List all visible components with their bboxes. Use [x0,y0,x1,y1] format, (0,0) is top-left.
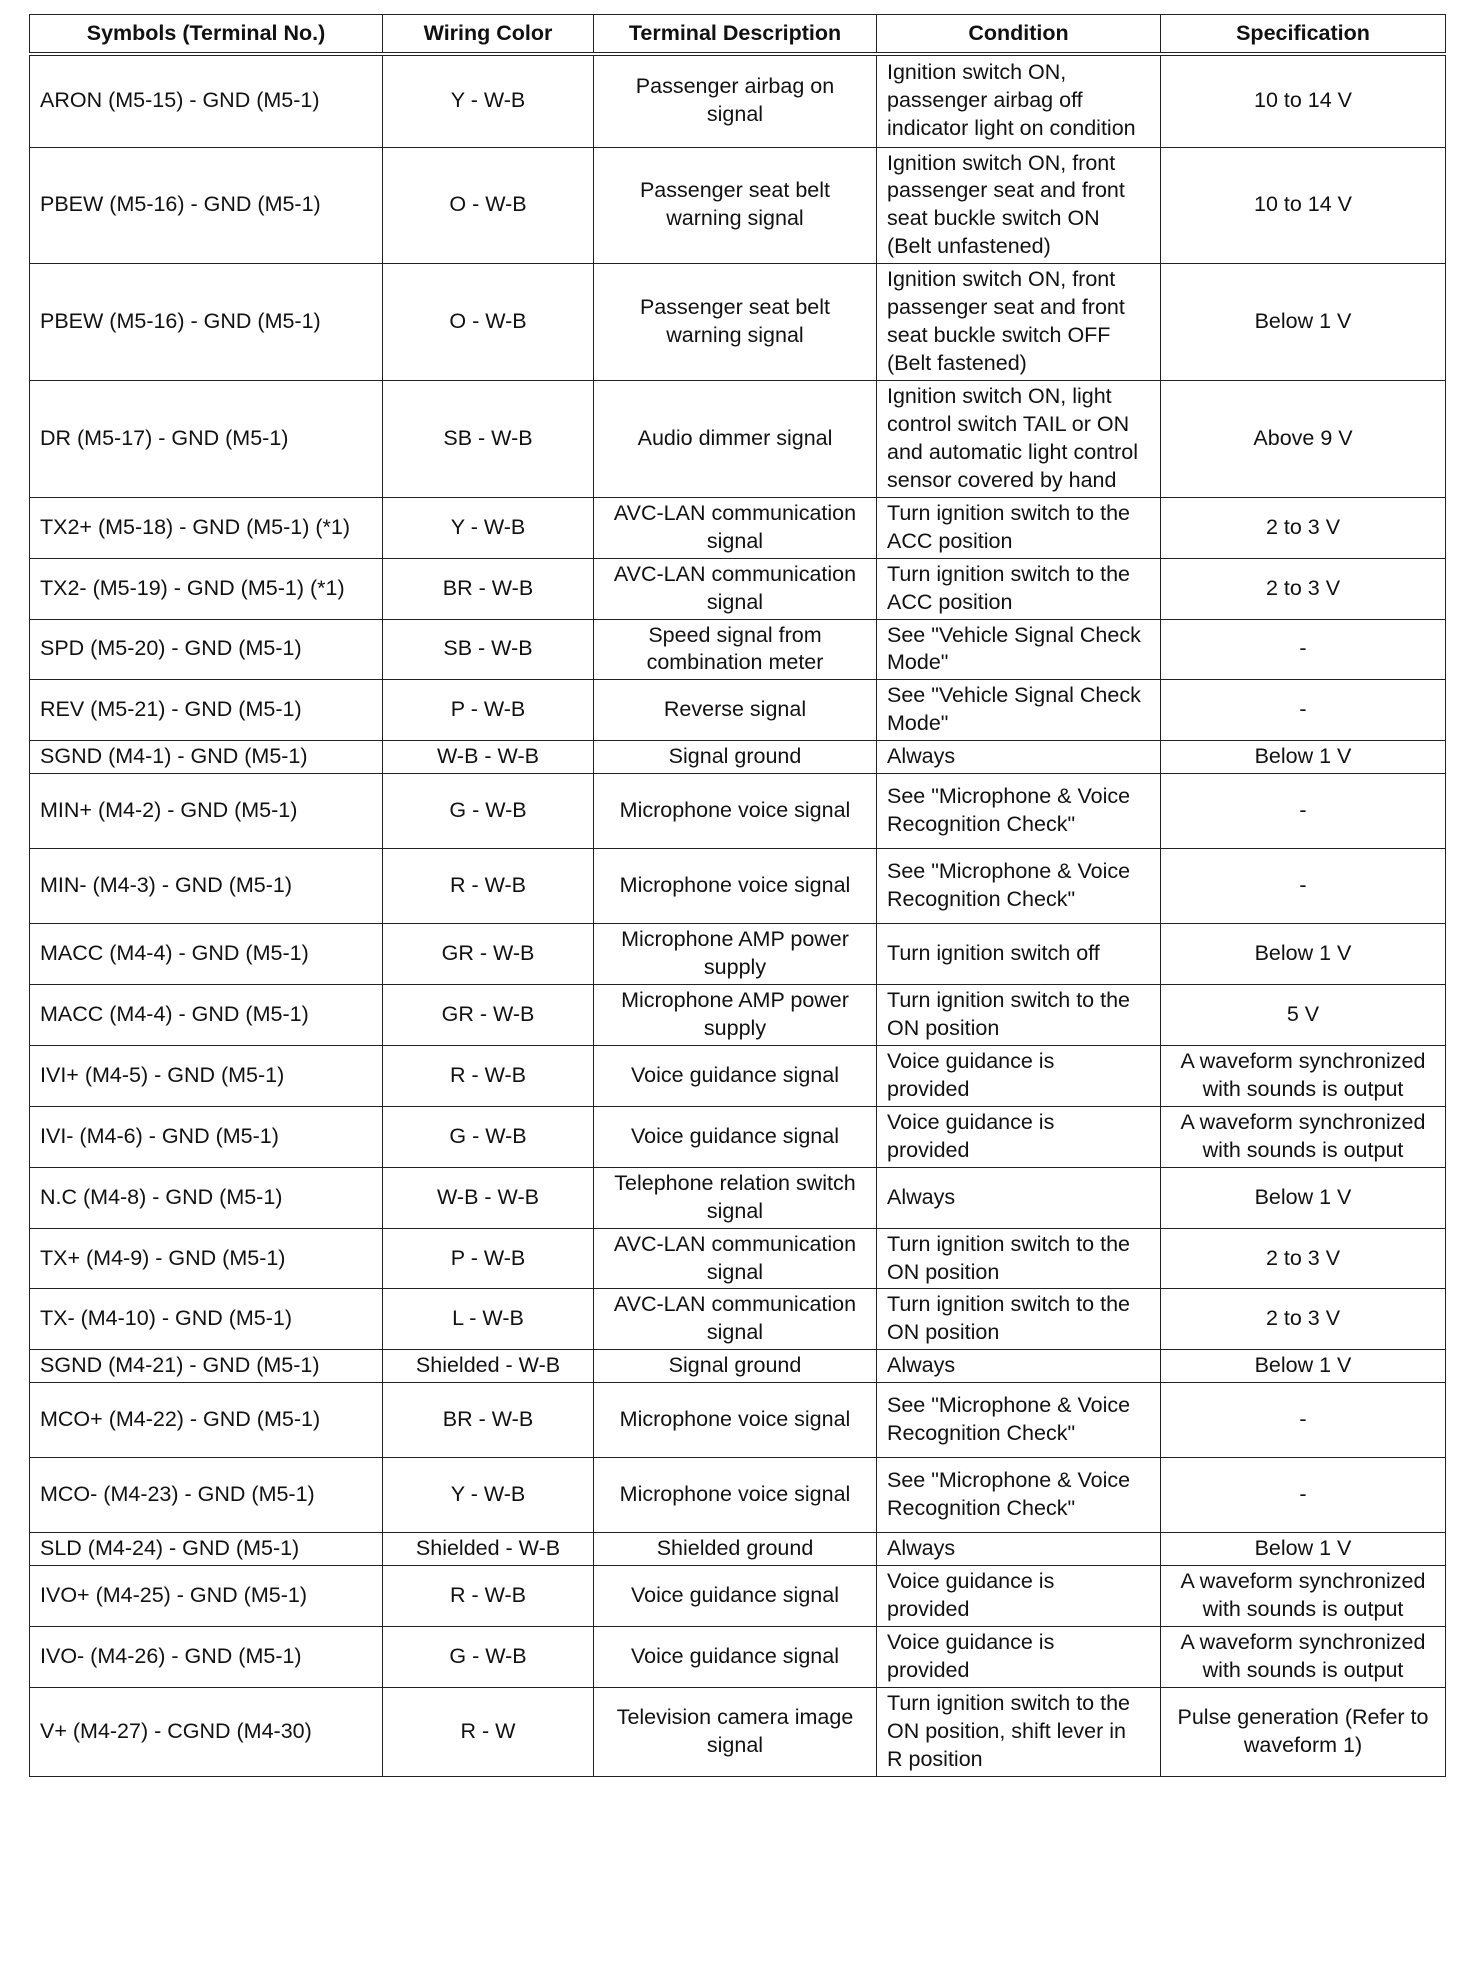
cell-description-text: Passenger seat belt warning signal [639,178,831,231]
cell-symbol [30,264,383,381]
cell-condition [877,381,1161,498]
cell-condition [877,741,1161,774]
cell-condition [877,924,1161,985]
terminal-spec-table [29,14,1446,1777]
cell-specification [1161,985,1446,1046]
cell-specification-text: Above 9 V [1253,425,1353,450]
cell-wiring-color [383,264,594,381]
table-row [30,849,1446,924]
cell-condition [877,1106,1161,1167]
cell-condition [877,1289,1161,1350]
cell-specification [1161,1533,1446,1566]
cell-wiring-color-text: G - W-B [449,1644,527,1669]
cell-wiring-color [383,1228,594,1289]
table-row [30,1167,1446,1228]
cell-condition-text: Always [887,1536,956,1561]
cell-specification-text: - [1299,1482,1307,1507]
cell-symbol-text: REV (M5-21) - GND (M5-1) [40,697,302,722]
cell-condition-text: Voice guidance is provided [887,1630,1055,1682]
cell-specification-text: Below 1 V [1254,309,1352,334]
cell-wiring-color [383,381,594,498]
cell-symbol-text: SPD (M5-20) - GND (M5-1) [40,636,302,661]
cell-symbol-text: MIN- (M4-3) - GND (M5-1) [40,873,293,898]
cell-wiring-color-text: W-B - W-B [437,744,539,769]
cell-wiring-color [383,1045,594,1106]
cell-description [594,147,877,264]
cell-specification-text: - [1299,1407,1307,1432]
cell-condition [877,1627,1161,1688]
cell-wiring-color [383,741,594,774]
cell-specification [1161,497,1446,558]
cell-condition-text: Turn ignition switch to the ACC position [887,500,1130,553]
cell-specification-text: 5 V [1286,1002,1320,1027]
cell-symbol [30,1106,383,1167]
cell-symbol-text: SLD (M4-24) - GND (M5-1) [40,1536,300,1561]
cell-description [594,54,877,147]
cell-specification [1161,381,1446,498]
cell-specification [1161,1045,1446,1106]
cell-condition-text: Always [887,744,956,769]
cell-symbol-text: MCO- (M4-23) - GND (M5-1) [40,1482,315,1507]
cell-condition [877,54,1161,147]
cell-specification-text: - [1299,873,1307,898]
cell-condition [877,1566,1161,1627]
table-row [30,1228,1446,1289]
cell-wiring-color [383,985,594,1046]
cell-specification-text: 2 to 3 V [1265,514,1341,539]
cell-wiring-color [383,1383,594,1458]
cell-symbol-text: MACC (M4-4) - GND (M5-1) [40,941,309,966]
cell-wiring-color [383,774,594,849]
cell-symbol [30,54,383,147]
cell-symbol-text: ARON (M5-15) - GND (M5-1) [40,88,320,113]
cell-description [594,1566,877,1627]
cell-wiring-color-text: R - W-B [449,1062,527,1087]
cell-wiring-color-text: R - W [460,1718,516,1743]
table-body [30,54,1446,1776]
cell-wiring-color [383,1458,594,1533]
cell-description [594,558,877,619]
cell-specification-text: 10 to 14 V [1253,88,1353,113]
cell-description-text: Signal ground [668,744,802,769]
cell-description-text: AVC-LAN communication signal [613,1231,857,1284]
cell-condition-text: Ignition switch ON, light control switch TAIL or ON and automatic light control sensor covered by hand [887,384,1138,492]
cell-specification-text: A waveform synchronized with sounds is output [1180,1630,1426,1682]
cell-description [594,1458,877,1533]
cell-wiring-color [383,1106,594,1167]
cell-description-text: Audio dimmer signal [637,425,833,450]
cell-description-text: Telephone relation switch signal [614,1170,856,1223]
cell-condition-text: Turn ignition switch to the ON position [887,1231,1130,1284]
cell-wiring-color-text: G - W-B [449,798,527,823]
table-row [30,619,1446,680]
cell-symbol-text: PBEW (M5-16) - GND (M5-1) [40,192,321,217]
cell-symbol [30,1533,383,1566]
cell-condition-text: See "Microphone & Voice Recognition Check" [887,784,1131,837]
cell-symbol [30,497,383,558]
cell-wiring-color-text: BR - W-B [442,575,534,600]
cell-symbol [30,680,383,741]
cell-wiring-color-text: W-B - W-B [437,1184,539,1209]
cell-description-text: Microphone AMP power supply [621,927,849,980]
cell-specification-text: 2 to 3 V [1265,1306,1341,1331]
cell-description-text: Voice guidance signal [631,1583,839,1608]
cell-condition-text: See "Microphone & Voice Recognition Check" [887,1468,1131,1521]
cell-description [594,1045,877,1106]
cell-description [594,1106,877,1167]
header-symbols: Symbols (Terminal No.) [30,15,383,55]
cell-specification-text: - [1299,798,1307,823]
cell-symbol [30,1566,383,1627]
cell-symbol [30,381,383,498]
cell-symbol-text: TX2- (M5-19) - GND (M5-1) (*1) [40,575,345,600]
cell-wiring-color [383,147,594,264]
cell-condition-text: See "Microphone & Voice Recognition Check" [887,1393,1131,1446]
cell-description-text: Microphone voice signal [619,1482,851,1507]
cell-symbol [30,1228,383,1289]
cell-wiring-color [383,924,594,985]
cell-specification [1161,1383,1446,1458]
cell-condition-text: Always [887,1353,956,1378]
cell-description-text: Voice guidance signal [631,1123,839,1148]
cell-specification-text: Below 1 V [1254,1353,1352,1378]
table-row [30,741,1446,774]
cell-specification [1161,1687,1446,1776]
cell-description-text: Television camera image signal [616,1704,854,1757]
cell-wiring-color-text: Shielded - W-B [415,1536,561,1561]
cell-specification [1161,680,1446,741]
cell-description-text: Microphone voice signal [619,1407,851,1432]
cell-condition [877,1228,1161,1289]
cell-condition-text: See "Vehicle Signal Check Mode" [887,622,1141,675]
cell-wiring-color-text: Y - W-B [450,88,526,113]
cell-specification [1161,558,1446,619]
cell-specification-text: A waveform synchronized with sounds is output [1180,1109,1426,1162]
cell-specification [1161,849,1446,924]
cell-specification [1161,924,1446,985]
cell-description-text: Shielded ground [656,1536,814,1561]
cell-specification [1161,1458,1446,1533]
cell-wiring-color [383,619,594,680]
cell-specification-text: Pulse generation (Refer to waveform 1) [1177,1704,1429,1757]
cell-symbol [30,1627,383,1688]
table-row [30,1350,1446,1383]
cell-condition [877,1533,1161,1566]
cell-description [594,774,877,849]
cell-specification [1161,1228,1446,1289]
cell-wiring-color-text: P - W-B [450,697,526,722]
cell-symbol [30,774,383,849]
cell-specification [1161,1289,1446,1350]
table-row [30,264,1446,381]
cell-wiring-color [383,1350,594,1383]
cell-symbol-text: TX- (M4-10) - GND (M5-1) [40,1306,293,1331]
cell-description-text: Voice guidance signal [631,1062,839,1087]
cell-symbol [30,558,383,619]
table-row [30,774,1446,849]
cell-condition [877,147,1161,264]
table-row [30,1458,1446,1533]
cell-wiring-color-text: O - W-B [449,309,527,334]
cell-condition-text: Always [887,1184,956,1209]
cell-condition [877,1045,1161,1106]
cell-specification [1161,147,1446,264]
cell-description-text: Reverse signal [663,697,807,722]
cell-description [594,1350,877,1383]
cell-symbol [30,985,383,1046]
cell-description-text: Microphone voice signal [619,798,851,823]
cell-condition-text: Turn ignition switch off [887,941,1100,966]
cell-condition [877,1687,1161,1776]
cell-condition [877,774,1161,849]
cell-symbol-text: DR (M5-17) - GND (M5-1) [40,425,289,450]
cell-condition [877,985,1161,1046]
cell-description [594,1687,877,1776]
cell-condition-text: Ignition switch ON, passenger airbag off indicator light on condition [887,60,1136,141]
cell-description [594,1289,877,1350]
cell-condition-text: Turn ignition switch to the ON position [887,988,1130,1040]
cell-condition [877,680,1161,741]
cell-description [594,985,877,1046]
cell-description-text: Passenger seat belt warning signal [639,295,831,348]
cell-description [594,1383,877,1458]
table-row [30,1383,1446,1458]
cell-condition-text: Ignition switch ON, front passenger seat and front seat buckle switch OFF (Belt fastened) [887,267,1125,376]
cell-wiring-color [383,497,594,558]
table-row [30,147,1446,264]
cell-description-text: Passenger airbag on signal [635,74,835,127]
cell-description-text: AVC-LAN communication signal [613,1292,857,1345]
table-row [30,1533,1446,1566]
cell-symbol [30,1350,383,1383]
cell-specification-text: Below 1 V [1254,1184,1352,1209]
cell-wiring-color [383,558,594,619]
cell-condition [877,1383,1161,1458]
table-row [30,924,1446,985]
table-row [30,680,1446,741]
cell-specification [1161,1350,1446,1383]
cell-condition [877,264,1161,381]
cell-symbol-text: PBEW (M5-16) - GND (M5-1) [40,309,321,334]
cell-description-text: AVC-LAN communication signal [613,500,857,553]
cell-specification [1161,619,1446,680]
cell-specification-text: A waveform synchronized with sounds is output [1180,1569,1426,1622]
cell-condition [877,1458,1161,1533]
cell-condition-text: Ignition switch ON, front passenger seat and front seat buckle switch ON (Belt unfastened) [887,150,1125,259]
table-row [30,1289,1446,1350]
header-wiring-color: Wiring Color [383,15,594,55]
table-row [30,381,1446,498]
cell-specification [1161,741,1446,774]
cell-wiring-color [383,1627,594,1688]
cell-description [594,1533,877,1566]
cell-specification-text: Below 1 V [1254,744,1352,769]
cell-description [594,924,877,985]
cell-symbol-text: MACC (M4-4) - GND (M5-1) [40,1002,309,1027]
cell-wiring-color-text: SB - W-B [443,425,533,450]
cell-specification [1161,774,1446,849]
table-row [30,985,1446,1046]
cell-wiring-color [383,1687,594,1776]
cell-specification-text: - [1299,636,1307,661]
cell-description [594,1228,877,1289]
cell-wiring-color-text: P - W-B [450,1245,526,1270]
cell-specification [1161,1627,1446,1688]
cell-description [594,741,877,774]
cell-description [594,619,877,680]
cell-symbol-text: IVO+ (M4-25) - GND (M5-1) [40,1583,307,1608]
cell-condition [877,497,1161,558]
cell-wiring-color-text: Shielded - W-B [415,1353,561,1378]
cell-symbol-text: IVO- (M4-26) - GND (M5-1) [40,1644,302,1669]
cell-description [594,680,877,741]
cell-symbol-text: IVI+ (M4-5) - GND (M5-1) [40,1062,285,1087]
cell-specification-text: Below 1 V [1254,1536,1352,1561]
cell-symbol-text: SGND (M4-1) - GND (M5-1) [40,744,308,769]
cell-symbol [30,147,383,264]
cell-wiring-color [383,1167,594,1228]
cell-specification [1161,1106,1446,1167]
cell-symbol [30,1045,383,1106]
cell-symbol [30,1458,383,1533]
table-row [30,1627,1446,1688]
cell-condition-text: Voice guidance is provided [887,1109,1055,1162]
table-header-row [30,15,1446,55]
cell-symbol [30,1167,383,1228]
cell-condition-text: Turn ignition switch to the ON position, shift lever in R position [887,1690,1130,1771]
cell-condition-text: Turn ignition switch to the ACC position [887,561,1130,614]
cell-description-text: Microphone AMP power supply [621,988,849,1040]
cell-symbol [30,1687,383,1776]
cell-wiring-color-text: GR - W-B [441,941,535,966]
cell-specification-text: Below 1 V [1254,941,1352,966]
cell-description-text: AVC-LAN communication signal [613,561,857,614]
cell-condition-text: See "Microphone & Voice Recognition Check" [887,859,1131,912]
table-row [30,497,1446,558]
cell-condition [877,1167,1161,1228]
table-row [30,558,1446,619]
cell-condition-text: Voice guidance is provided [887,1048,1055,1101]
cell-description-text: Microphone voice signal [619,873,851,898]
header-specification: Specification [1161,15,1446,55]
table-row [30,1106,1446,1167]
cell-wiring-color-text: O - W-B [449,192,527,217]
cell-wiring-color-text: GR - W-B [441,1002,535,1027]
cell-specification-text: 2 to 3 V [1265,1245,1341,1270]
cell-wiring-color-text: L - W-B [452,1306,524,1331]
table-row [30,1687,1446,1776]
cell-description [594,1167,877,1228]
cell-wiring-color [383,849,594,924]
cell-description-text: Signal ground [668,1353,802,1378]
cell-description-text: Voice guidance signal [631,1644,839,1669]
cell-specification-text: A waveform synchronized with sounds is output [1180,1048,1426,1101]
cell-symbol-text: V+ (M4-27) - CGND (M4-30) [40,1718,312,1743]
cell-condition-text: Voice guidance is provided [887,1569,1055,1622]
cell-description-text: Speed signal from combination meter [646,622,824,675]
cell-condition [877,849,1161,924]
cell-specification [1161,1566,1446,1627]
cell-symbol-text: MCO+ (M4-22) - GND (M5-1) [40,1407,321,1432]
header-terminal-description: Terminal Description [594,15,877,55]
cell-symbol-text: TX+ (M4-9) - GND (M5-1) [40,1245,286,1270]
cell-wiring-color-text: Y - W-B [450,1482,526,1507]
cell-description [594,381,877,498]
table-row [30,54,1446,147]
cell-condition-text: See "Vehicle Signal Check Mode" [887,683,1141,736]
cell-symbol [30,1289,383,1350]
cell-symbol [30,741,383,774]
cell-wiring-color-text: G - W-B [449,1123,527,1148]
cell-symbol [30,1383,383,1458]
cell-symbol [30,619,383,680]
cell-specification [1161,54,1446,147]
cell-wiring-color-text: SB - W-B [443,636,533,661]
cell-description [594,849,877,924]
cell-condition-text: Turn ignition switch to the ON position [887,1292,1130,1345]
cell-condition [877,1350,1161,1383]
cell-specification [1161,1167,1446,1228]
cell-wiring-color-text: R - W-B [449,1583,527,1608]
cell-wiring-color [383,1566,594,1627]
cell-symbol-text: N.C (M4-8) - GND (M5-1) [40,1184,283,1209]
terminal-spec-sheet [29,14,1445,1777]
cell-wiring-color [383,1533,594,1566]
cell-wiring-color-text: BR - W-B [442,1407,534,1432]
cell-symbol [30,924,383,985]
cell-wiring-color-text: R - W-B [449,873,527,898]
table-row [30,1566,1446,1627]
header-condition: Condition [877,15,1161,55]
cell-wiring-color-text: Y - W-B [450,514,526,539]
cell-condition [877,619,1161,680]
cell-specification-text: - [1299,697,1307,722]
cell-wiring-color [383,680,594,741]
cell-specification-text: 2 to 3 V [1265,575,1341,600]
cell-wiring-color [383,1289,594,1350]
cell-symbol [30,849,383,924]
cell-symbol-text: TX2+ (M5-18) - GND (M5-1) (*1) [40,514,350,539]
cell-symbol-text: SGND (M4-21) - GND (M5-1) [40,1353,320,1378]
cell-symbol-text: IVI- (M4-6) - GND (M5-1) [40,1123,279,1148]
cell-description [594,497,877,558]
cell-description [594,264,877,381]
table-row [30,1045,1446,1106]
cell-symbol-text: MIN+ (M4-2) - GND (M5-1) [40,798,298,823]
cell-specification-text: 10 to 14 V [1253,192,1353,217]
cell-description [594,1627,877,1688]
cell-condition [877,558,1161,619]
cell-specification [1161,264,1446,381]
cell-wiring-color [383,54,594,147]
